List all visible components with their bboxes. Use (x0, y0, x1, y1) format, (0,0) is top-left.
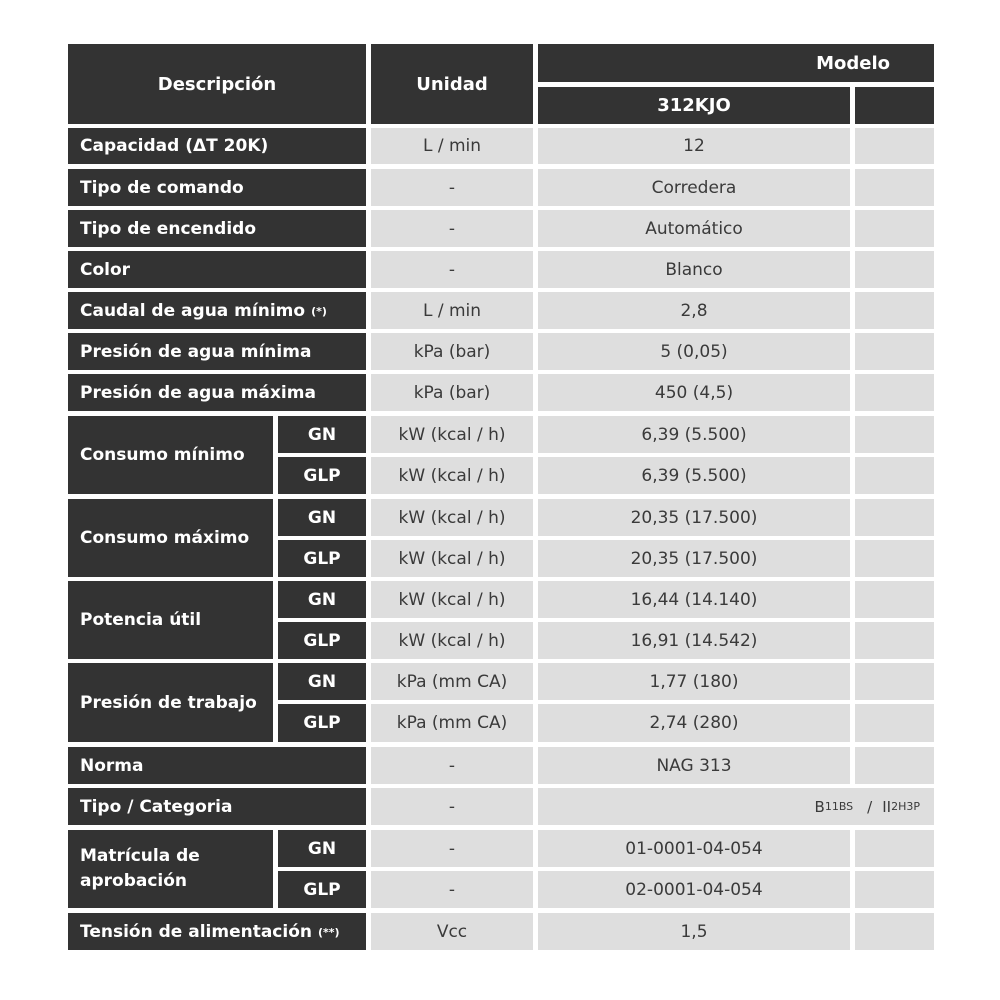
row-value-tipo-categoria (538, 788, 934, 825)
header-unidad: Unidad (371, 44, 533, 124)
row-empty (855, 913, 934, 950)
category-b: B (814, 797, 825, 816)
gas-gn: GN (278, 499, 366, 536)
matricula-line1: Matrícula de (80, 846, 200, 866)
row-empty (855, 169, 934, 206)
value-cell: 20,35 (17.500) (538, 540, 850, 577)
category-separator: / (867, 797, 873, 816)
unit-cell: kPa (mm CA) (371, 663, 533, 700)
header-descripcion: Descripción (68, 44, 366, 124)
row-label-caudal (68, 292, 366, 329)
category-b-sub: 11BS (824, 800, 854, 813)
category-ii-sub: 2H3P (891, 800, 920, 813)
row-label-tension-text: Tensión de alimentación (80, 921, 312, 942)
row-value-tipo-comando: Corredera (538, 169, 850, 206)
value-cell: 1,77 (180) (538, 663, 850, 700)
unit-cell: kW (kcal / h) (371, 622, 533, 659)
row-unit-capacidad: L / min (371, 128, 533, 164)
row-label-presion-max: Presión de agua máxima (68, 374, 366, 411)
row-label-presion-min: Presión de agua mínima (68, 333, 366, 370)
row-empty (855, 292, 934, 329)
row-unit-presion-max: kPa (bar) (371, 374, 533, 411)
row-label-tipo-encendido: Tipo de encendido (68, 210, 366, 247)
row-empty (855, 581, 934, 618)
unit-cell: kW (kcal / h) (371, 540, 533, 577)
row-unit-caudal: L / min (371, 292, 533, 329)
row-empty (855, 663, 934, 700)
row-unit-tension: Vcc (371, 913, 533, 950)
unit-cell: kPa (mm CA) (371, 704, 533, 742)
row-label-tension (68, 913, 366, 950)
row-unit-tipo-categoria: - (371, 788, 533, 825)
row-empty (855, 499, 934, 536)
gas-glp: GLP (278, 704, 366, 742)
value-cell: 6,39 (5.500) (538, 457, 850, 494)
row-value-presion-min: 5 (0,05) (538, 333, 850, 370)
group-label-presion-trabajo: Presión de trabajo (68, 663, 273, 742)
gas-gn: GN (278, 663, 366, 700)
gas-glp: GLP (278, 540, 366, 577)
row-value-caudal: 2,8 (538, 292, 850, 329)
row-empty (855, 210, 934, 247)
gas-gn: GN (278, 416, 366, 453)
row-empty (855, 747, 934, 784)
row-value-tension: 1,5 (538, 913, 850, 950)
row-empty (855, 333, 934, 370)
row-label-color: Color (68, 251, 366, 288)
row-value-norma: NAG 313 (538, 747, 850, 784)
gas-glp: GLP (278, 622, 366, 659)
row-empty (855, 622, 934, 659)
value-cell: 16,91 (14.542) (538, 622, 850, 659)
row-unit-tipo-encendido: - (371, 210, 533, 247)
category-ii: II (882, 797, 892, 816)
row-empty (855, 374, 934, 411)
matricula-line2: aprobación (80, 871, 188, 891)
row-label-caudal-text: Caudal de agua mínimo (80, 300, 306, 321)
row-empty (855, 251, 934, 288)
row-empty (855, 871, 934, 908)
row-empty (855, 830, 934, 867)
row-unit-norma: - (371, 747, 533, 784)
row-empty (855, 457, 934, 494)
row-label-caudal-note: (*) (311, 305, 327, 318)
value-cell: 2,74 (280) (538, 704, 850, 742)
row-label-tipo-categoria: Tipo / Categoria (68, 788, 366, 825)
row-empty (855, 704, 934, 742)
value-cell: 02-0001-04-054 (538, 871, 850, 908)
row-unit-presion-min: kPa (bar) (371, 333, 533, 370)
row-value-capacidad: 12 (538, 128, 850, 164)
unit-cell: kW (kcal / h) (371, 416, 533, 453)
gas-gn: GN (278, 581, 366, 618)
group-label-matricula (68, 830, 273, 908)
row-value-color: Blanco (538, 251, 850, 288)
row-value-tipo-encendido: Automático (538, 210, 850, 247)
header-model-name: 312KJO (538, 87, 850, 124)
header-modelo: Modelo (538, 44, 934, 82)
group-label-consumo-max: Consumo máximo (68, 499, 273, 577)
gas-glp: GLP (278, 457, 366, 494)
specs-table (68, 44, 934, 952)
header-model-empty (855, 87, 934, 124)
row-unit-color: - (371, 251, 533, 288)
value-cell: 16,44 (14.140) (538, 581, 850, 618)
row-label-capacidad: Capacidad (ΔT 20K) (68, 128, 366, 164)
row-empty (855, 540, 934, 577)
gas-glp: GLP (278, 871, 366, 908)
value-cell: 01-0001-04-054 (538, 830, 850, 867)
row-value-presion-max: 450 (4,5) (538, 374, 850, 411)
unit-cell: kW (kcal / h) (371, 499, 533, 536)
row-label-tipo-comando: Tipo de comando (68, 169, 366, 206)
row-label-norma: Norma (68, 747, 366, 784)
row-empty (855, 128, 934, 164)
row-label-tension-note: (**) (318, 926, 340, 939)
value-cell: 6,39 (5.500) (538, 416, 850, 453)
unit-cell: - (371, 830, 533, 867)
unit-cell: - (371, 871, 533, 908)
group-label-consumo-min: Consumo mínimo (68, 416, 273, 494)
group-label-potencia-util: Potencia útil (68, 581, 273, 659)
row-unit-tipo-comando: - (371, 169, 533, 206)
row-empty (855, 416, 934, 453)
unit-cell: kW (kcal / h) (371, 581, 533, 618)
unit-cell: kW (kcal / h) (371, 457, 533, 494)
gas-gn: GN (278, 830, 366, 867)
value-cell: 20,35 (17.500) (538, 499, 850, 536)
